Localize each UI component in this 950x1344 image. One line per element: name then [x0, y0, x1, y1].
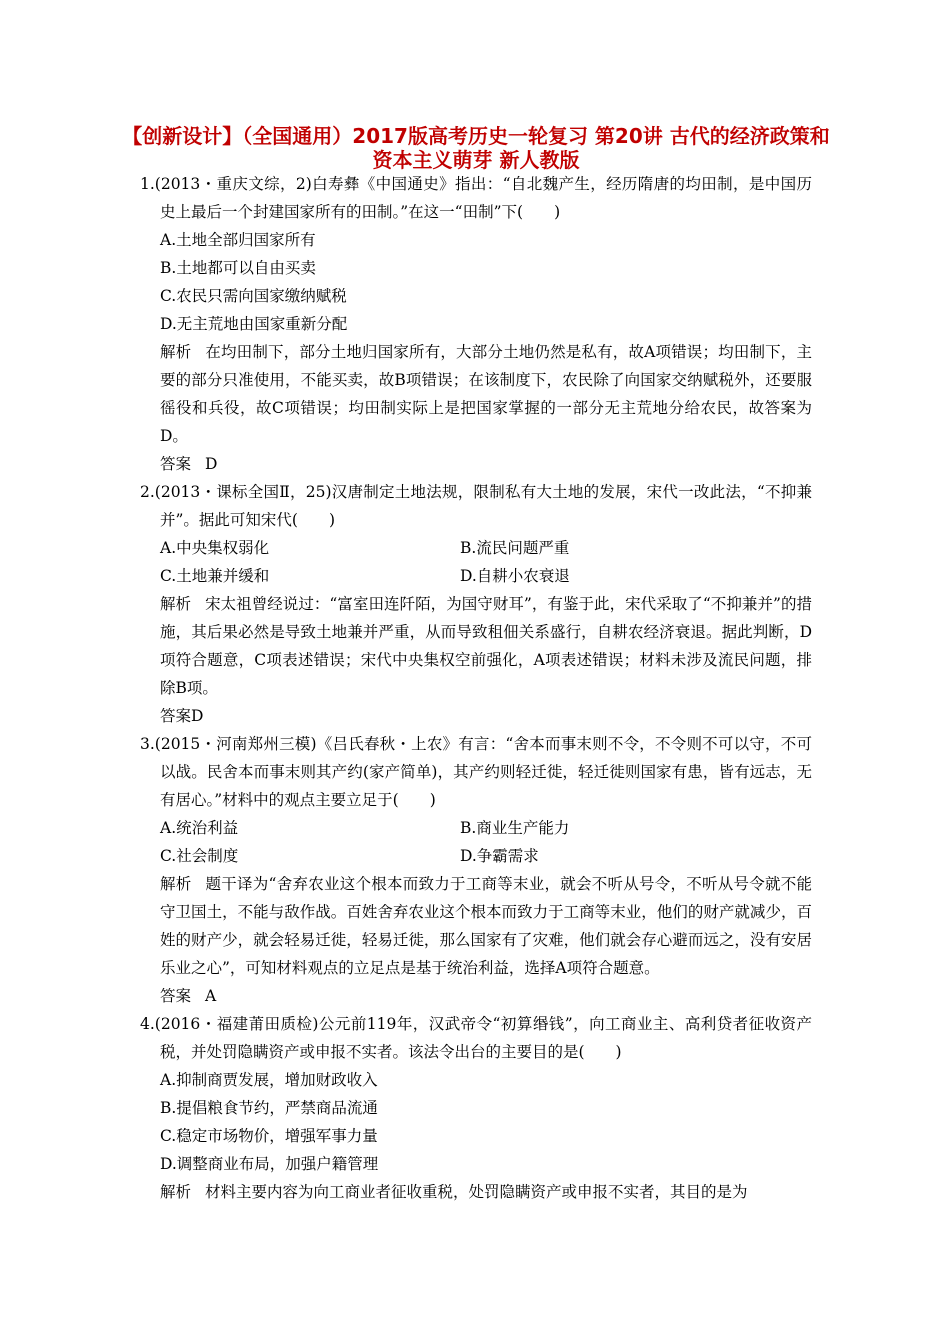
explanation-text: 题干译为“舍弃农业这个根本而致力于工商等末业，就会不听从号令，不听从号令就不能守卫国土，不能与敌作战。百姓舍弃农业这个根本而致力于工商等末业，他们的财产就减少，百姓的财产少，就会轻易迁徙，轻易迁徙，那么国家有了灾难，他们就会存心避而远之，没有安居乐业之心”，可知材料观点的立足点是基于统治利益，选择A项符合题意。 [160, 875, 812, 977]
option-row [140, 842, 812, 870]
explanation-label: 解析 [160, 595, 192, 613]
option-b: B.流民问题严重 [460, 539, 570, 557]
question-stem: 1.(2013・重庆文综，2)白寿彝《中国通史》指出：“自北魏产生，经历隋唐的均田制，是中国历史上最后一个封建国家所有的田制。”在这一“田制”下( ) [140, 175, 812, 221]
document-title: 【创新设计】（全国通用）2017版高考历史一轮复习 第20讲 古代的经济政策和资本主义萌芽 新人教版 [122, 124, 830, 172]
option-b: B.商业生产能力 [460, 819, 570, 837]
answer [140, 450, 812, 478]
option-a: A.土地全部归国家所有 [160, 231, 316, 249]
answer-label: 答案 [160, 987, 192, 1005]
answer-value: D [205, 455, 218, 473]
answer: 答案D [160, 707, 204, 725]
option-d: D.争霸需求 [460, 847, 539, 865]
answer-value: A [205, 987, 217, 1005]
explanation-text: 材料主要内容为向工商业者征收重税，处罚隐瞒资产或申报不实者，其目的是为 [205, 1183, 748, 1201]
option-a: A.统治利益 [160, 819, 239, 837]
option-d: D.自耕小农衰退 [460, 567, 570, 585]
question-1 [140, 170, 812, 478]
explanation [140, 870, 812, 982]
option-row [140, 814, 812, 842]
option-c: C.社会制度 [160, 847, 239, 865]
explanation [140, 1178, 812, 1206]
question-3 [140, 730, 812, 1010]
question-stem: 4.(2016・福建莆田质检)公元前119年，汉武帝令“初算缗钱”，向工商业主、高利贷者征收资产税，并处罚隐瞒资产或申报不实者。该法令出台的主要目的是( ) [140, 1015, 812, 1061]
option-d: D.无主荒地由国家重新分配 [160, 315, 348, 333]
option-b: B.土地都可以自由买卖 [160, 259, 316, 277]
explanation-label: 解析 [160, 1183, 192, 1201]
explanation [140, 590, 812, 702]
question-stem: 2.(2013・课标全国Ⅱ，25)汉唐制定土地法规，限制私有大土地的发展，宋代一改此法，“不抑兼并”。据此可知宋代( ) [140, 483, 812, 529]
document-body [140, 170, 812, 1206]
explanation-text: 在均田制下，部分土地归国家所有，大部分土地仍然是私有，故A项错误；均田制下，主要的部分只准使用，不能买卖，故B项错误；在该制度下，农民除了向国家交纳赋税外，还要服徭役和兵役，故C项错误；均田制实际上是把国家掌握的一部分无主荒地分给农民，故答案为D。 [160, 343, 812, 445]
question-2 [140, 478, 812, 730]
question-stem: 3.(2015・河南郑州三模)《吕氏春秋・上农》有言：“舍本而事末则不令，不令则不可以守，不可以战。民舍本而事末则其产约(家产简单)，其产约则轻迁徙，轻迁徙则国家有患，皆有远志，无有居心。”材料中的观点主要立足于( ) [140, 735, 812, 809]
explanation [140, 338, 812, 450]
option-a: A.抑制商贾发展，增加财政收入 [160, 1071, 378, 1089]
option-row [140, 562, 812, 590]
option-c: C.农民只需向国家缴纳赋税 [160, 287, 347, 305]
explanation-text: 宋太祖曾经说过：“富室田连阡陌，为国守财耳”，有鉴于此，宋代采取了“不抑兼并”的措施，其后果必然是导致土地兼并严重，从而导致租佃关系盛行，自耕农经济衰退。据此判断，D项符合题意，C项表述错误；宋代中央集权空前强化，A项表述错误；材料未涉及流民问题，排除B项。 [160, 595, 812, 697]
answer-label: 答案 [160, 455, 192, 473]
question-4 [140, 1010, 812, 1206]
option-a: A.中央集权弱化 [160, 539, 270, 557]
option-b: B.提倡粮食节约，严禁商品流通 [160, 1099, 378, 1117]
option-c: C.土地兼并缓和 [160, 567, 270, 585]
explanation-label: 解析 [160, 875, 192, 893]
explanation-label: 解析 [160, 343, 192, 361]
answer [140, 982, 812, 1010]
option-c: C.稳定市场物价，增强军事力量 [160, 1127, 378, 1145]
option-row [140, 534, 812, 562]
option-d: D.调整商业布局，加强户籍管理 [160, 1155, 379, 1173]
